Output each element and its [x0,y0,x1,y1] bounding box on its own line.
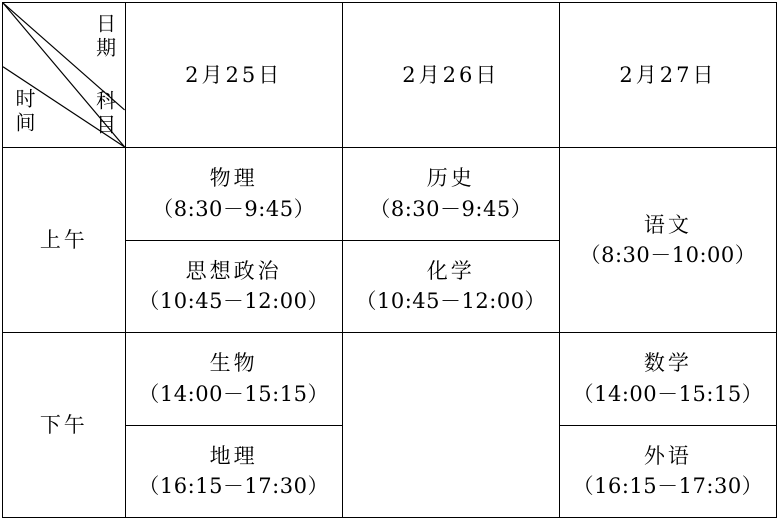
subject-text: 数学 [643,351,692,376]
cell-afternoon1-day1 [125,333,342,426]
cell-afternoon1-day3 [559,333,776,426]
time-text: （8:30－9:45） [152,196,316,221]
corner-subject-label: 科目 [92,90,117,138]
corner-time-label: 时间 [12,88,36,136]
cell-afternoon2-day3 [559,425,776,518]
time-text: （8:30－10:00） [579,243,757,267]
subject-text: 物理 [209,166,258,191]
date-header-day2: 2月26日 [342,3,559,148]
table-header-row [3,3,777,148]
date-header-day1: 2月25日 [125,3,342,148]
subject-text: 外语 [643,443,692,468]
cell-afternoon-day2-empty [342,333,559,518]
subject-text: 思想政治 [185,258,282,283]
time-text: （14:00－15:15） [138,381,329,406]
subject-text: 语文 [643,212,692,237]
corner-date-label: 日期 [92,13,117,61]
cell-morning1-day2 [342,148,559,241]
cell-morning-day3 [559,148,776,333]
exam-schedule-table [2,2,777,518]
corner-diagonal-header [3,3,126,148]
subject-text: 历史 [426,166,475,191]
subject-text: 化学 [426,258,475,283]
table-row [3,333,777,426]
table-row [3,148,777,241]
subject-text: 地理 [209,443,258,468]
time-text: （10:45－12:00） [355,289,547,314]
cell-morning1-day1 [125,148,342,241]
subject-text: 生物 [209,351,258,376]
time-text: （10:45－12:00） [138,289,329,314]
cell-morning2-day2 [342,240,559,333]
time-text: （14:00－15:15） [572,381,764,406]
cell-afternoon2-day1 [125,425,342,518]
cell-morning2-day1 [125,240,342,333]
period-label-afternoon: 下午 [3,333,126,518]
period-label-morning: 上午 [3,148,126,333]
time-text: （16:15－17:30） [138,474,329,499]
time-text: （16:15－17:30） [572,474,764,499]
date-header-day3: 2月27日 [559,3,776,148]
time-text: （8:30－9:45） [369,196,533,221]
